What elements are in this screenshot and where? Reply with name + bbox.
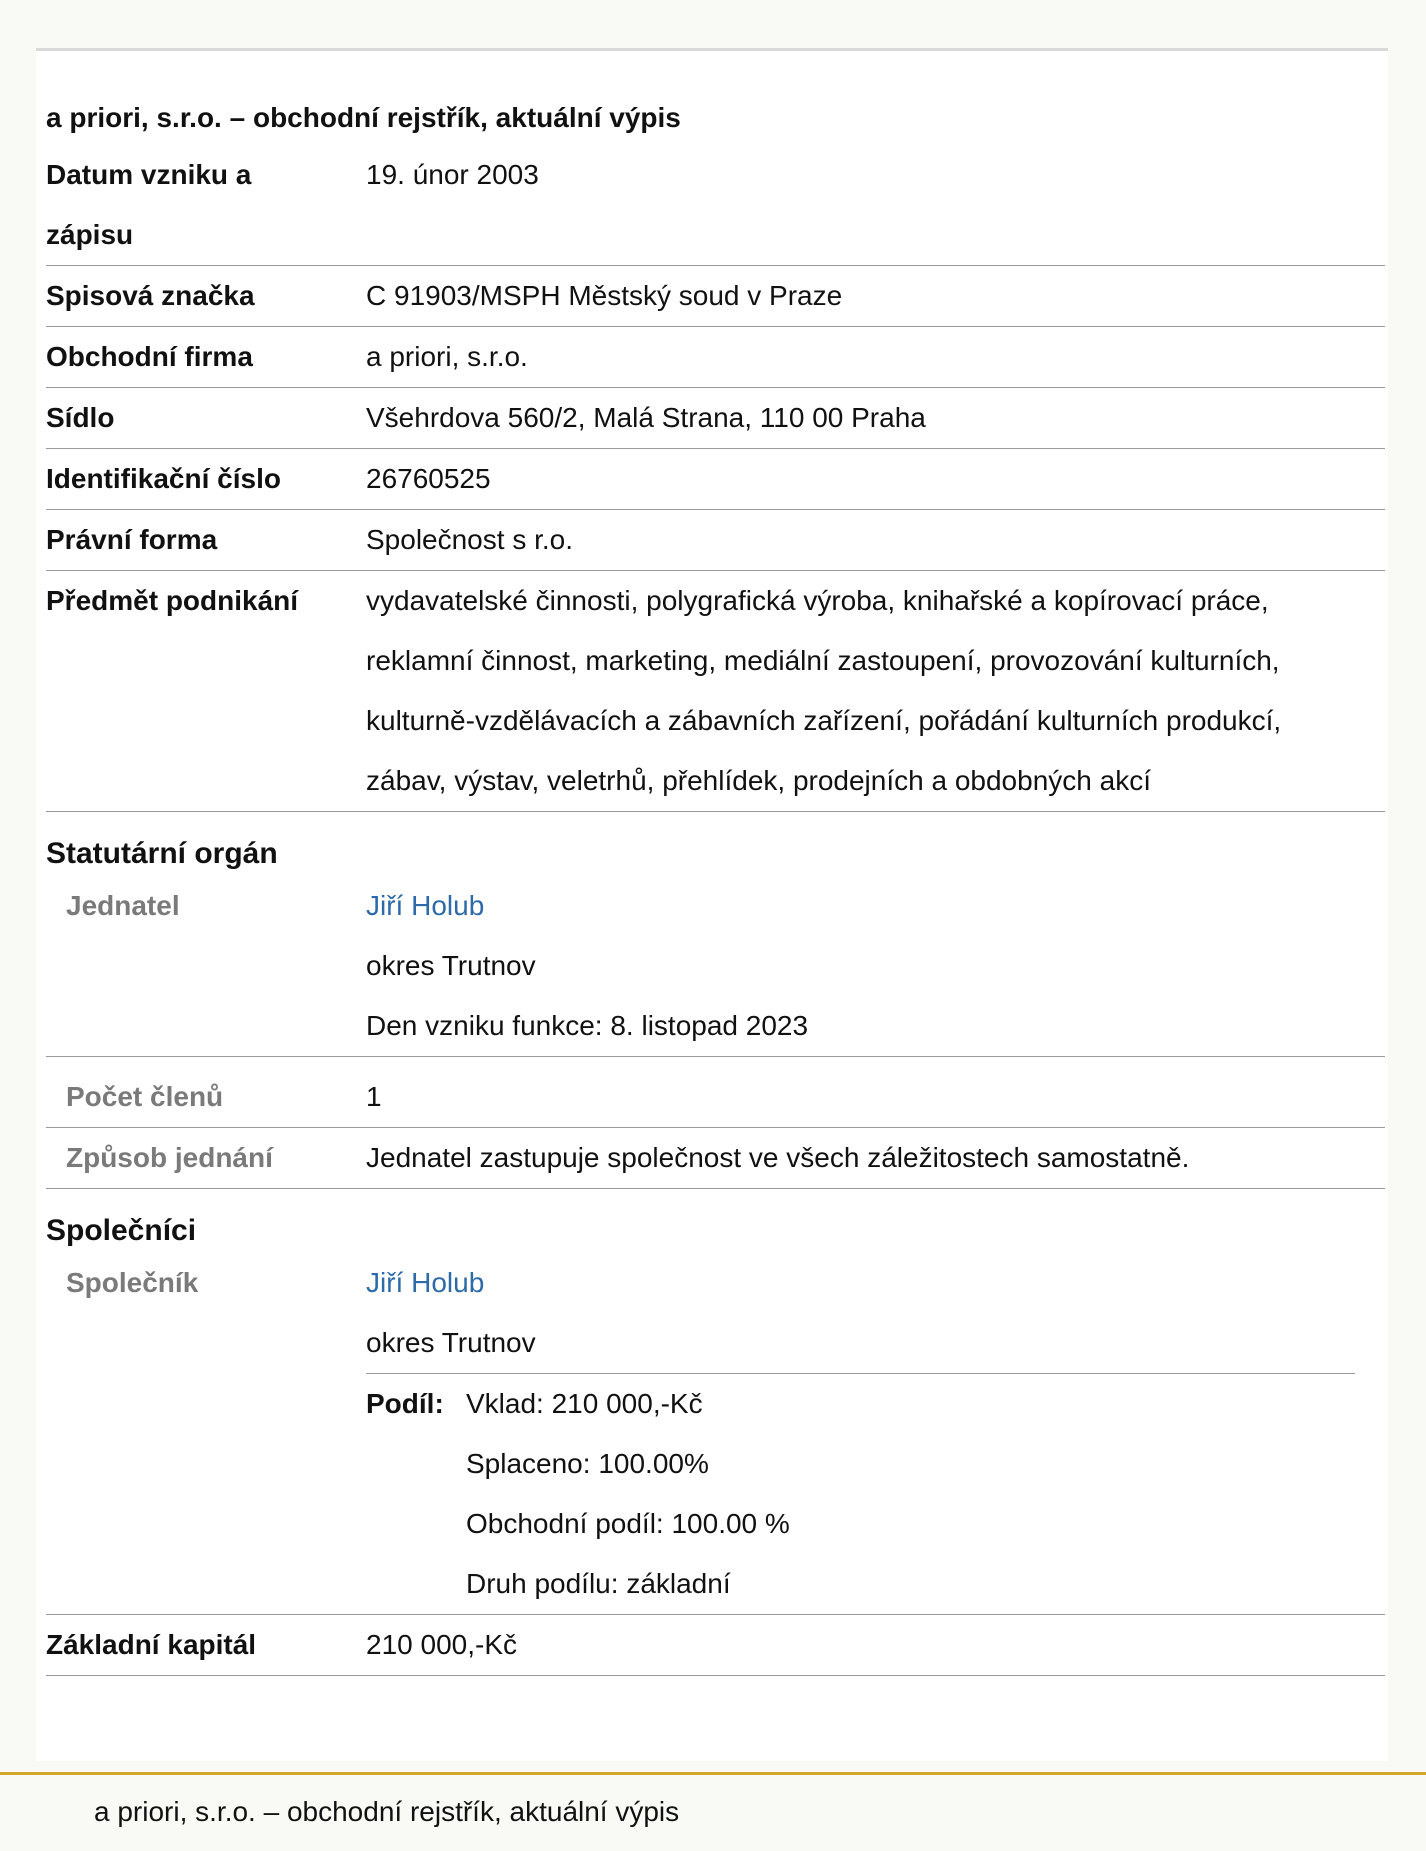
row-label: Způsob jednání xyxy=(66,1142,273,1173)
row-label: Jednatel xyxy=(66,890,180,921)
row-label: Základní kapitál xyxy=(46,1629,257,1660)
person-link[interactable]: Jiří Holub xyxy=(366,1267,485,1298)
section-heading-statutory: Statutární orgán xyxy=(46,837,278,870)
share-block xyxy=(366,1373,1355,1614)
row-value xyxy=(366,571,1385,811)
share-line: Splaceno: 100.00% xyxy=(466,1448,709,1479)
section-heading-partners: Společníci xyxy=(46,1214,197,1247)
activity-line: kulturně-vzdělávacích a zábavních zařízení, pořádání kulturních produkcí, xyxy=(366,705,1282,736)
row-director xyxy=(46,876,1385,1057)
person-district: okres Trutnov xyxy=(366,950,536,981)
row-value: 1 xyxy=(366,1081,382,1112)
register-card xyxy=(36,48,1388,1761)
row-label xyxy=(46,145,366,265)
row-label: Spisová značka xyxy=(46,280,255,311)
row-registered-office xyxy=(46,388,1385,449)
row-identification-number xyxy=(46,449,1385,510)
row-label-line: zápisu xyxy=(46,219,134,250)
row-value: 210 000,-Kč xyxy=(366,1629,517,1660)
row-label-line: Datum vzniku a xyxy=(46,159,252,190)
row-label: Společník xyxy=(66,1267,199,1298)
row-label: Počet členů xyxy=(66,1081,224,1112)
row-label: Obchodní firma xyxy=(46,341,253,372)
register-content xyxy=(46,101,1385,1676)
row-value xyxy=(366,1253,1385,1614)
activity-line: reklamní činnost, marketing, mediální zastoupení, provozování kulturních, xyxy=(366,645,1280,676)
activity-line: vydavatelské činnosti, polygrafická výroba, knihařské a kopírovací práce, xyxy=(366,585,1269,616)
row-date-founded xyxy=(46,145,1385,266)
share-details xyxy=(466,1374,790,1614)
row-business-name xyxy=(46,327,1385,388)
row-label: Identifikační číslo xyxy=(46,463,281,494)
activity-line: zábav, výstav, veletrhů, přehlídek, prodejních a obdobných akcí xyxy=(366,765,1151,796)
share-line: Druh podílu: základní xyxy=(466,1568,731,1599)
row-value: Jednatel zastupuje společnost ve všech záležitostech samostatně. xyxy=(366,1142,1190,1173)
footer-text: a priori, s.r.o. – obchodní rejstřík, aktuální výpis xyxy=(94,1796,680,1827)
row-partner xyxy=(46,1253,1385,1615)
row-value: a priori, s.r.o. xyxy=(366,341,528,372)
row-value: 19. únor 2003 xyxy=(366,159,539,190)
person-function-since: Den vzniku funkce: 8. listopad 2023 xyxy=(366,1010,809,1041)
row-member-count xyxy=(46,1067,1385,1128)
row-label: Právní forma xyxy=(46,524,218,555)
row-legal-form xyxy=(46,510,1385,571)
row-label: Sídlo xyxy=(46,402,115,433)
share-line: Vklad: 210 000,-Kč xyxy=(466,1388,703,1419)
row-value: 26760525 xyxy=(366,463,491,494)
person-district: okres Trutnov xyxy=(366,1327,536,1358)
row-label: Předmět podnikání xyxy=(46,585,299,616)
share-line: Obchodní podíl: 100.00 % xyxy=(466,1508,790,1539)
row-file-number xyxy=(46,266,1385,327)
person-link[interactable]: Jiří Holub xyxy=(366,890,485,921)
footer xyxy=(0,1772,1426,1851)
page-title: a priori, s.r.o. – obchodní rejstřík, aktuální výpis xyxy=(46,102,681,133)
row-business-activity xyxy=(46,571,1385,812)
spacer xyxy=(46,1057,1385,1067)
row-acting-method xyxy=(46,1128,1385,1189)
row-value: Všehrdova 560/2, Malá Strana, 110 00 Praha xyxy=(366,402,926,433)
row-registered-capital xyxy=(46,1615,1385,1676)
row-value xyxy=(366,876,1385,1056)
share-label: Podíl: xyxy=(366,1388,444,1419)
row-value: Společnost s r.o. xyxy=(366,524,574,555)
row-value: C 91903/MSPH Městský soud v Praze xyxy=(366,280,843,311)
